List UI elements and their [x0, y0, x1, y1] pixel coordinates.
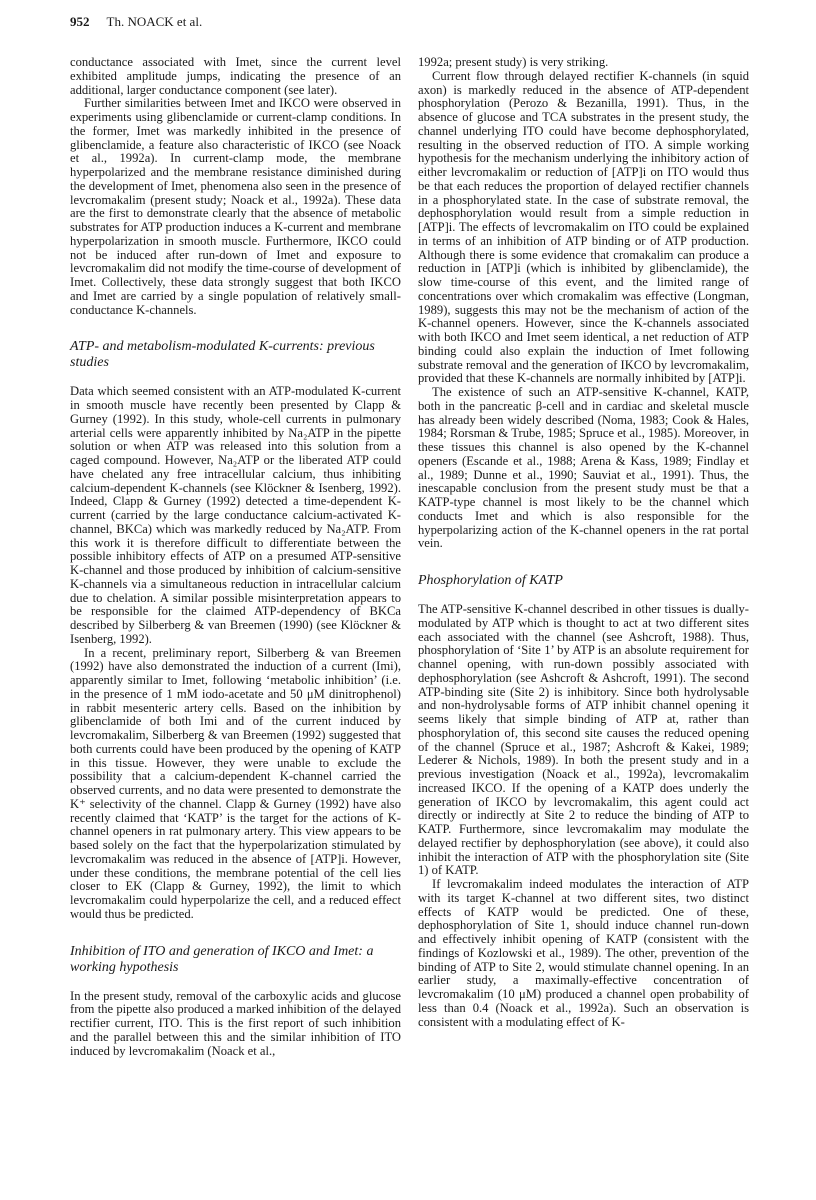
running-authors: Th. NOACK et al. — [106, 14, 203, 29]
running-header — [70, 14, 202, 30]
paragraph: The existence of such an ATP-sensitive K-channel, KATP, both in the pancreatic β-cell and in cardiac and skeletal muscle has already been widely described (Noma, 1983; Cook & Hales, 1984; Rorsman & Trube, 1985; Spruce et al., 1985). Moreover, in these tissues this channel is also opened by the K-channel openers (Escande et al., 1988; Arena & Kass, 1989; Findlay et al., 1989; Dunne et al., 1990; Sauviat et al., 1991). Thus, the inescapable conclusion from the present study must be that a KATP-type channel is most likely to be the channel which conducts Imet and which is also responsible for the hyperpolarizing action of the K-channel openers in the rat portal vein. — [418, 385, 749, 551]
section-heading: Phosphorylation of KATP — [418, 573, 563, 588]
page-number: 952 — [70, 14, 90, 29]
paragraph: 1992a; present study) is very striking. — [418, 55, 609, 69]
paragraph: The ATP-sensitive K-channel described in other tissues is dually-modulated by ATP which is thought to act at two different sites each associated with the channel (see Ashcroft, 1988). Thus, phosphorylation of ‘Site 1’ by ATP is an absolute requirement for channel opening, with run-down possibly associated with dephosphorylation (see Ashcroft & Ashcroft, 1991). The second ATP-binding site (Site 2) is inhibitory. Since both hydrolysable and non-hydrolysable forms of ATP inhibit channel opening it seems likely that simple binding of ATP at, rather than phosphorylation of, this second site causes the reduced opening of the channel (Spruce et al., 1987; Ashcroft & Kakei, 1989; Lederer & Nichols, 1989). In both the present study and in a previous investigation (Noack et al., 1992a), levcromakalim increased IKCO. If the opening of a KATP does underly the generation of IKCO by levcromakalim, this agent could act directly or indirectly at Site 2 to reduce the binding of ATP to KATP. Furthermore, since levcromakalim may modulate the delayed rectifier by dephosphorylation (see above), it could also inhibit the interaction of ATP with the phosphorylation site (Site 1) of KATP. — [418, 602, 749, 878]
right-column — [418, 56, 749, 1029]
paragraph: Further similarities between Imet and IKCO were observed in experiments using glibenclamide or current-clamp conditions. In the former, Imet was markedly inhibited in the presence of glibenclamide, a feature also characteristic of IKCO (see Noack et al., 1992a). In current-clamp mode, the membrane hyperpolarized and the membrane resistance diminished during the development of Imet, phenomena also seen in the presence of levcromakalim (present study; Noack et al., 1992a). These data are the first to demonstrate clearly that the absence of metabolic substrates for ATP production induces a K-current and membrane hyperpolarization in smooth muscle. Furthermore, IKCO could not be induced after run-down of Imet and exposure to levcromakalim did not modify the time-course of development of Imet. Collectively, these data strongly suggest that both IKCO and Imet are carried by a single population of relatively small-conductance K-channels. — [70, 96, 401, 317]
paragraph: Current flow through delayed rectifier K-channels (in squid axon) is markedly reduced in the absence of ATP-dependent phosphorylation (Perozo & Bezanilla, 1991). Thus, in the absence of glucose and TCA substrates in the present study, the channel underlying ITO could have become dephosphorylated, resulting in the observed reduction of ITO. A simple working hypothesis for the mechanism underlying the inhibitory action of either levcromakalim or reduction of [ATP]i on ITO would thus be that each reduces the proportion of delayed rectifier channels in a phosphorylated state. In the case of substrate removal, the dephosphorylation would result from a simple reduction in [ATP]i. The effects of levcromakalim on ITO could be explained in terms of an inhibition of ATP binding or of ATP production. Although there is some evidence that cromakalim can produce a reduction in [ATP]i (which is inhibited by glibenclamide), the slow time-course of this event, and the limited range of concentrations over which cromakalim was effective (Longman, 1989), suggests this may not be the mechanism of action of the K-channel openers. However, since the K-channels associated with both IKCO and Imet seem identical, a net reduction of ATP binding could also explain the induction of Imet following substrate removal and the generation of IKCO by levcromakalim, provided that these K-channels are normally inhibited by [ATP]i. — [418, 68, 749, 386]
paragraph: In the present study, removal of the carboxylic acids and glucose from the pipette also produced a marked inhibition of the delayed rectifier current, ITO. This is the first report of such inhibition and the parallel between this and the similar inhibition of ITO induced by levcromakalim (Noack et al., — [70, 988, 401, 1058]
section-heading: ATP- and metabolism-modulated K-currents: previous studies — [70, 339, 375, 371]
paragraph: If levcromakalim indeed modulates the interaction of ATP with its target K-channel at two different sites, two distinct effects of KATP would be predicted. One of these, dephosphorylation of Site 1, should induce channel run-down and effectively inhibit opening of KATP (consistent with the findings of Kozlowski et al., 1989). The other, prevention of the binding of ATP to Site 2, would stimulate channel opening. In an earlier study, a maximally-effective concentration of levcromakalim (10 μM) produced a channel open probability of less than 0.4 (Noack et al., 1992a). Such an observation is consistent with a modulating effect of K- — [418, 877, 749, 1029]
paragraph: Data which seemed consistent with an ATP-modulated K-current in smooth muscle have recently been presented by Clapp & Gurney (1992). In this study, whole-cell currents in pulmonary arterial cells were apparently inhibited by Na₂ATP in the pipette solution or when ATP was released into this solution from a caged compound. However, Na₂ATP or the liberated ATP could have chelated any free intracellular calcium, thus inhibiting calcium-dependent K-channels (see Klöckner & Isenberg, 1992). Indeed, Clapp & Gurney (1992) detected a time-dependent K-current (carried by the large conductance calcium-activated K-channel, BKCa) which was markedly reduced by Na₂ATP. From this work it is therefore difficult to differentiate between the possible inhibitory effects of ATP on a presumed ATP-sensitive K-channel and those produced by inhibition of calcium-sensitive K-channels via a simultaneous reduction in intracellular calcium due to chelation. A similar possible misinterpretation appears to be responsible for the claimed ATP-dependency of BKCa described by Silberberg & van Breemen (1990) (see Klöckner & Isenberg, 1992). — [70, 384, 401, 646]
paragraph: conductance associated with Imet, since the current level exhibited amplitude jumps, indicating the presence of an additional, larger conductance component (see later). — [70, 55, 401, 97]
left-column — [70, 56, 401, 1058]
paragraph: In a recent, preliminary report, Silberberg & van Breemen (1992) have also demonstrated the induction of a current (Imi), apparently similar to Imet, following ‘metabolic inhibition’ (i.e. in the presence of 1 mM iodo-acetate and 50 μM dinitrophenol) in rabbit mesenteric artery cells. Based on the inhibition by glibenclamide of both Imi and of the current induced by levcromakalim, Silberberg & van Breemen (1992) suggested that both currents could have been produced by the opening of KATP in this tissue. However, they were unable to exclude the possibility that a calcium-dependent K-channel carried the observed currents, and no data were presented to demonstrate the K⁺ selectivity of the channel. Clapp & Gurney (1992) have also recently claimed that ‘KATP’ is the target for the actions of K-channel openers in rat pulmonary artery. This view appears to be based solely on the fact that the hyperpolarization stimulated by levcromakalim was reduced in the absence of [ATP]i. However, under these conditions, the membrane potential of the cell lies closer to EK (Clapp & Gurney, 1992), the limit to which levcromakalim could hyperpolarize the cell, and a reduced effect would thus be predicted. — [70, 645, 401, 921]
section-heading: Inhibition of ITO and generation of IKCO and Imet: a working hypothesis — [70, 943, 374, 975]
